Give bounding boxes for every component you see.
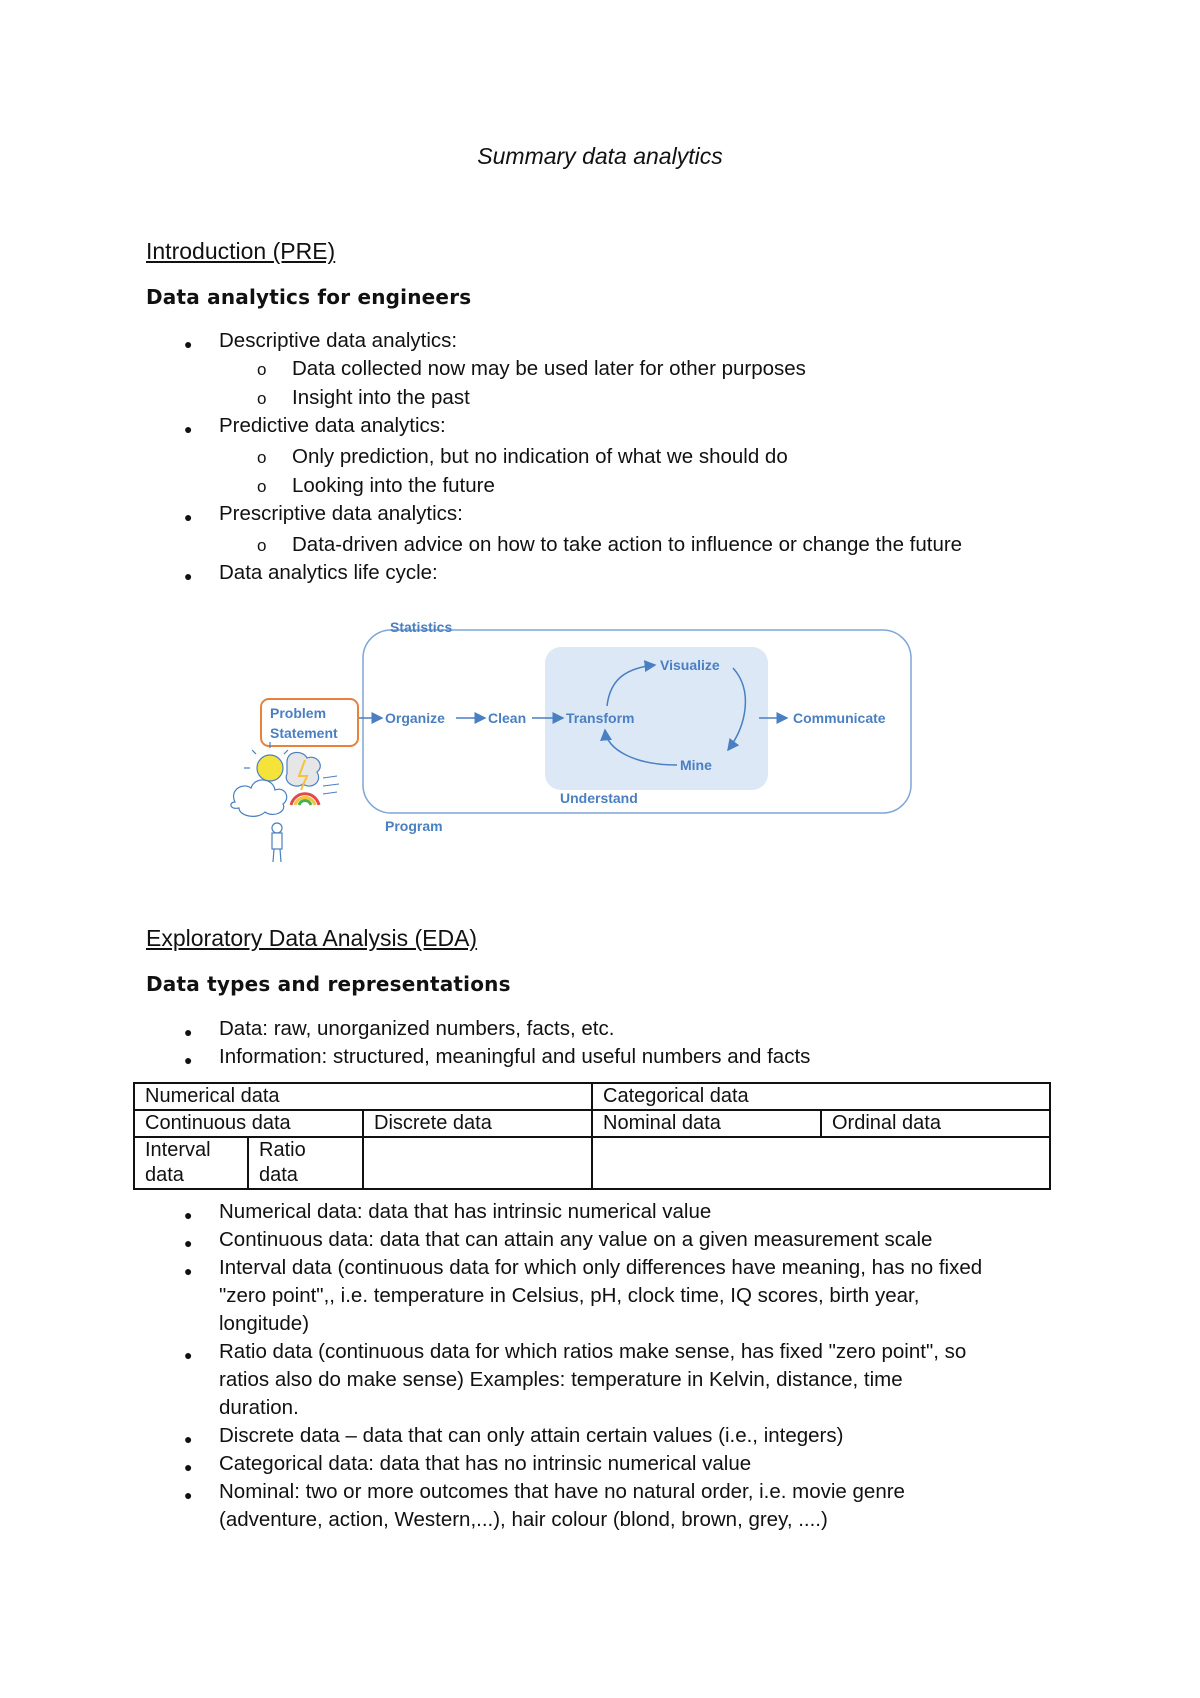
label-organize: Organize (385, 710, 445, 726)
cell-text: data (259, 1164, 298, 1186)
bullet-marker: ● (184, 1347, 193, 1363)
list-item: Continuous data: data that can attain any value on a given measurement scale (219, 1228, 933, 1251)
label-statement: Statement (270, 725, 338, 741)
cell-text: data (145, 1164, 184, 1186)
label-communicate: Communicate (793, 710, 886, 726)
list-item: Prescriptive data analytics: (219, 502, 463, 525)
bullet-marker: ● (184, 1235, 193, 1251)
list-item: Numerical data: data that has intrinsic numerical value (219, 1200, 712, 1223)
list-item: Information: structured, meaningful and useful numbers and facts (219, 1045, 811, 1068)
table-cell-ratio (248, 1137, 363, 1189)
sub-list-item: Data collected now may be used later for other purposes (292, 357, 806, 380)
list-item: Nominal: two or more outcomes that have no natural order, i.e. movie genre (219, 1480, 905, 1503)
list-item: Categorical data: data that has no intrinsic numerical value (219, 1452, 752, 1475)
label-mine: Mine (680, 757, 712, 773)
label-statistics: Statistics (390, 619, 453, 635)
bullet-marker: ● (184, 568, 193, 584)
list-item-continuation: longitude) (219, 1312, 310, 1335)
analytics-life-cycle-diagram (225, 610, 925, 870)
bullet-marker: ● (184, 1207, 193, 1223)
bullet-marker: ● (184, 336, 193, 352)
weather-illustration-icon (231, 742, 339, 862)
list-item: Ratio data (continuous data for which ratios make sense, has fixed "zero point", so (219, 1340, 967, 1363)
sub-bullet-marker: o (257, 477, 267, 496)
sub-list-item: Looking into the future (292, 474, 495, 497)
table-cell: Numerical data (134, 1083, 592, 1110)
list-item-continuation: (adventure, action, Western,...), hair colour (blond, brown, grey, ....) (219, 1508, 828, 1531)
list-item: Descriptive data analytics: (219, 329, 458, 352)
list-item: Data analytics life cycle: (219, 561, 438, 584)
bullet-marker: ● (184, 509, 193, 525)
list-item: Discrete data – data that can only attain certain values (i.e., integers) (219, 1424, 844, 1447)
bullet-marker: ● (184, 1459, 193, 1475)
sub-list-item: Insight into the past (292, 386, 470, 409)
table-cell (363, 1137, 592, 1189)
list-item-continuation: "zero point",, i.e. temperature in Celsius, pH, clock time, IQ scores, birth year, (219, 1284, 920, 1307)
bullet-marker: ● (184, 1487, 193, 1503)
list-item: Interval data (continuous data for which only differences have meaning, has no fixed (219, 1256, 983, 1279)
document-title: Summary data analytics (477, 143, 723, 169)
table-cell-interval (134, 1137, 248, 1189)
sub-bullet-marker: o (257, 389, 267, 408)
label-transform: Transform (566, 710, 635, 726)
section-heading-intro: Introduction (PRE) (146, 238, 336, 264)
label-clean: Clean (488, 710, 527, 726)
table-cell (592, 1137, 1050, 1189)
sub-list-item: Data-driven advice on how to take action to influence or change the future (292, 533, 963, 556)
list-item-continuation: ratios also do make sense) Examples: temperature in Kelvin, distance, time (219, 1368, 903, 1391)
label-visualize: Visualize (660, 657, 720, 673)
label-program: Program (385, 818, 443, 834)
list-item: Predictive data analytics: (219, 414, 446, 437)
subheading-data-types: Data types and representations (146, 972, 511, 996)
cell-text: Ratio (259, 1139, 306, 1161)
table-cell: Ordinal data (821, 1110, 1050, 1137)
bullet-marker: ● (184, 421, 193, 437)
table-cell: Discrete data (363, 1110, 592, 1137)
bullet-marker: ● (184, 1052, 193, 1068)
table-cell: Nominal data (592, 1110, 821, 1137)
sub-bullet-marker: o (257, 448, 267, 467)
subheading-data-analytics: Data analytics for engineers (146, 285, 472, 309)
sub-list-item: Only prediction, but no indication of what we should do (292, 445, 788, 468)
list-item: Data: raw, unorganized numbers, facts, etc. (219, 1017, 615, 1040)
sub-bullet-marker: o (257, 536, 267, 555)
cell-text: Interval (145, 1139, 211, 1161)
label-understand: Understand (560, 790, 638, 806)
label-problem: Problem (270, 705, 327, 721)
bullet-marker: ● (184, 1431, 193, 1447)
list-item-continuation: duration. (219, 1396, 299, 1419)
bullet-marker: ● (184, 1024, 193, 1040)
bullet-marker: ● (184, 1263, 193, 1279)
sub-bullet-marker: o (257, 360, 267, 379)
data-types-table (133, 1082, 1051, 1190)
table-cell: Categorical data (592, 1083, 1050, 1110)
section-heading-eda: Exploratory Data Analysis (EDA) (146, 925, 478, 951)
table-cell: Continuous data (134, 1110, 363, 1137)
